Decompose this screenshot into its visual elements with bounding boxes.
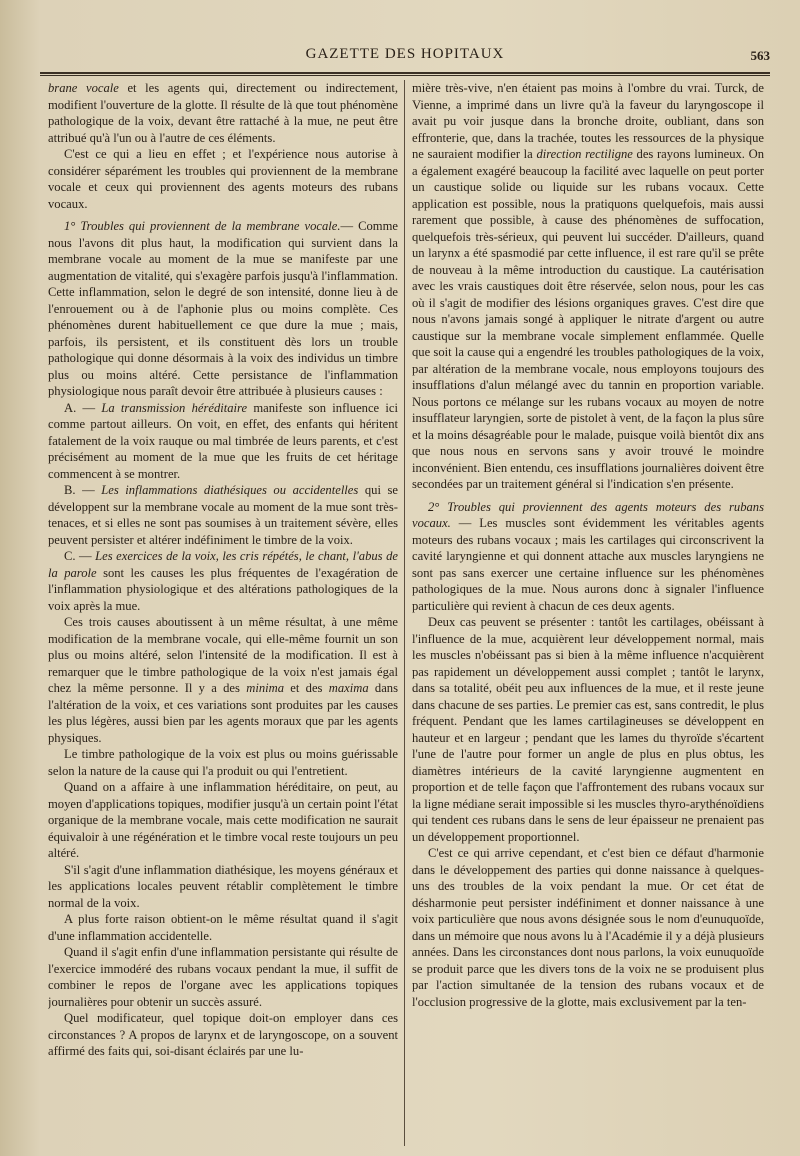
paragraph bbox=[48, 218, 398, 400]
right-column bbox=[412, 80, 764, 1146]
text-run: Quand il s'agit enfin d'une inflammation persistante qui résulte de l'exercice immodéré des rubans vocaux pendant la mue, il suffit de combiner le repos de l'organe avec les applications topiques journalières pour obtenir un succès assuré. bbox=[48, 945, 398, 1009]
paragraph bbox=[48, 548, 398, 614]
italic-run: minima bbox=[246, 681, 284, 695]
text-run: — Comme nous l'avons dit plus haut, la modification qui survient dans la membrane vocale au moment de la mue se manifeste par une augmentation de vitalité, qui s'exagère parfois jusqu'à l'inflammation. Cette inflammation, selon le degré de son intensité, donne lieu à de l'enrouement ou à de l'aphonie plus ou moins complète. Ces phénomènes durent habituellement ce que dure la mue ; mais, parfois, ils persistent, et ils constituent dès lors un trouble pathologique qui donne désormais à la voix des individus un timbre plus ou moins altéré. Cette persistance de l'inflammation physiologique nous paraît devoir être attribuée à plusieurs causes : bbox=[48, 219, 398, 398]
text-run: mière très-vive, n'en étaient pas moins à l'ombre du vrai. Turck, de Vienne, a imprimé dans un livre qu'à la faveur du laryngoscope il avait pu voir jusque dans la bronche droite, oubliant, dans son effronterie, que, dans la trachée, toutes les ressources de la physique ne sauraient modifier la bbox=[412, 81, 764, 161]
text-run: des rayons lumineux. On a également exagéré beaucoup la facilité avec laquelle on peut porter un caustique solide ou liquide sur les rubans vocaux. Cette application est possible, nous la pratiquons quelquefois, mais aussi rarement que possible, à cause des phénomènes de suffocation, quelquefois très-sérieux, qui peuvent lui succéder. D'ailleurs, quand un larynx a été spasmodié par cette influence, il est rare qu'il se prête de nouveau à la même introduction du caustique. La cautérisation avec les vrais caustiques doit être réservée, selon nous, pour les cas où il s'agit de modifier des lésions organiques graves. C'est dire que nous n'avons jamais songé à appliquer le nitrate d'argent ou autre caustique sur la membrane vocale simplement enflammée. Quelle que soit la cause qui a engendré les troubles pathologiques de la voix, par altération de la membrane vocale, nous employons toujours des insufflations d'alun mélangé avec du tannin en proportion variable. Nous portons ce mélange sur les rubans vocaux au moyen de notre insufflateur laryngien, sorte de pistolet à vent, de la façon la plus sûre et la moins désagréable pour le malade, puisque voilà bientôt dix ans que nous nous en servons sans y avoir trouvé le moindre inconvénient. Bien entendu, ces insufflations journalières doivent être secondées par un traitement général si l'indication s'en présente. bbox=[412, 147, 764, 491]
italic-run: direction rectiligne bbox=[536, 147, 633, 161]
text-run: A plus forte raison obtient-on le même résultat quand il s'agit d'une inflammation accidentelle. bbox=[48, 912, 398, 943]
text-run: Quand on a affaire à une inflammation héréditaire, on peut, au moyen d'applications topiques, modifier jusqu'à un certain point l'état organique de la membrane vocale, mais cette modification ne saurait équivaloir à une régénération et le timbre vocal reste toujours un peu altéré. bbox=[48, 780, 398, 860]
text-run: — Les muscles sont évidemment les véritables agents moteurs des rubans vocaux ; mais les cartilages qui circonscrivent la cavité laryngienne et qui donnent attache aux muscles laryngiens ne sont pas sans exercer une certaine influence sur les phénomènes pathologiques de la mue. Nous aurons donc à signaler l'influence particulière qui revient à chacun de ces deux agents. bbox=[412, 516, 764, 613]
left-column bbox=[48, 80, 398, 1146]
italic-run: maxima bbox=[328, 681, 369, 695]
page-number: 563 bbox=[750, 48, 770, 63]
paragraph bbox=[48, 146, 398, 212]
italic-run: Les exercices de la voix, les cris répétés, le chant, l'abus de la parole bbox=[48, 549, 398, 580]
italic-run: 1° Troubles qui proviennent de la membrane vocale. bbox=[64, 219, 341, 233]
italic-run: La transmission héréditaire bbox=[101, 400, 248, 415]
text-run: manifeste son influence ici comme partout ailleurs. On voit, en effet, des enfants qui héritent fatalement de la voix rauque ou mal timbrée de leurs parents, et c'est précisément au moment de la mue que les fruits de cet héritage commencent à se montrer. bbox=[48, 400, 398, 481]
page-header bbox=[40, 44, 770, 68]
text-run: C'est ce qui arrive cependant, et c'est bien ce défaut d'harmonie dans le développement des parties qui donne naissance à quelques-uns des troubles de la voix pendant la mue. Or cet état de désharmonie peut persister indéfiniment et donner naissance à une voix particulière que nous avons désignée sous le nom d'eunuquoïde, dans un mémoire que nous avons lu à l'Académie il y a déjà plusieurs années. Dans les circonstances dont nous parlons, la voix eunuquoïde se produit parce que les divers tons de la voix ne se produisent plus par l'action simultanée de la tension des rubans vocaux et de l'occlusion progressive de la glotte, mais exclusivement par la ten- bbox=[412, 846, 764, 1009]
text-run: Le timbre pathologique de la voix est plus ou moins guérissable selon la nature de la cause qui l'a produit ou qui l'entretient. bbox=[48, 747, 398, 778]
italic-run: brane vocale bbox=[48, 81, 119, 95]
text-run: et les agents qui, directement ou indirectement, modifient l'ouverture de la glotte. Il résulte de là que tout phénomène pathologique de la voix, devant être rattaché à la mue, ne peut être attribué qu'à l'un ou à l'autre de ces éléments. bbox=[48, 81, 398, 145]
paragraph bbox=[48, 614, 398, 746]
italic-run: 2° Troubles qui proviennent des agents moteurs des rubans vocaux. bbox=[412, 499, 764, 530]
italic-run: Les inflammations diathésiques ou accidentelles bbox=[101, 483, 359, 497]
running-head: GAZETTE DES HOPITAUX bbox=[305, 46, 505, 62]
paragraph bbox=[48, 944, 398, 1010]
paragraph bbox=[48, 80, 398, 146]
paragraph bbox=[48, 862, 398, 912]
paragraph bbox=[48, 1010, 398, 1060]
header-rule bbox=[40, 72, 770, 76]
text-run: dans l'altération de la voix, et ces variations sont produites par les causes les plus légères, aussi bien par les agents moraux que par les agents physiques. bbox=[48, 681, 398, 745]
paragraph bbox=[48, 746, 398, 779]
text-run: A. — bbox=[64, 400, 102, 415]
text-run: B. — bbox=[64, 483, 102, 497]
paragraph bbox=[412, 499, 764, 615]
text-run: qui se développent sur la membrane vocale au moment de la mue sont très-tenaces, et si elles ne sont pas soumises à un traitement sévère, elles peuvent persister et altérer indéfiniment le timbre de la voix. bbox=[48, 483, 398, 547]
text-run: Ces trois causes aboutissent à un même résultat, à une même modification de la membrane vocale, qui elle-même fournit un son plus ou moins altéré, selon l'intensité de la modification. Il est à remarquer que le timbre pathologique de la voix n'est jamais égal chez la même personne. Il y a des bbox=[48, 615, 398, 695]
paragraph bbox=[48, 400, 398, 483]
column-divider bbox=[404, 80, 405, 1146]
text-run: sont les causes les plus fréquentes de l'exagération de l'inflammation physiologique et des altérations pathologiques de la voix après la mue. bbox=[48, 565, 398, 613]
text-run: S'il s'agit d'une inflammation diathésique, les moyens généraux et les applications locales peuvent rétablir complètement le timbre normal de la voix. bbox=[48, 862, 398, 910]
paragraph bbox=[412, 80, 764, 493]
text-run: C. — bbox=[64, 549, 96, 563]
text-run: C'est ce qui a lieu en effet ; et l'expérience nous autorise à considérer séparément les troubles qui proviennent de la membrane vocale et ceux qui proviennent des agents moteurs des rubans vocaux. bbox=[48, 147, 398, 211]
text-run: Quel modificateur, quel topique doit-on employer dans ces circonstances ? A propos de larynx et de laryngoscope, on a souvent affirmé des faits qui, soi-disant éclairés par une lu- bbox=[48, 1011, 398, 1058]
text-run: Deux cas peuvent se présenter : tantôt les cartilages, obéissant à l'influence de la mue, acquièrent leur développement normal, mais les muscles n'obéissant pas si bien à la même influence n'acquièrent pas rapidement un développement aussi complet ; tantôt le larynx, dans sa totalité, obéit peu aux influences de la mue, et il reste jeune dans chacune de ses parties. Le premier cas est, sans contredit, le plus fréquent. Pendant que les lames cartilagineuses se développent en hauteur et en largeur ; pendant que les lames du thyroïde s'écartent l'une de l'autre pour former un angle de plus en plus obtus, les diamètres intérieurs de la cavité laryngienne augmentent en proportion et de telle façon que l'affrontement des rubans vocaux sur la ligne médiane serait impossible si les muscles thyro-arythénoïdiens qui tendent ces rubans dans le sens de leur épaisseur ne prenaient pas un développement proportionnel. bbox=[412, 615, 764, 844]
paragraph bbox=[48, 482, 398, 548]
text-run: et des bbox=[284, 681, 329, 695]
paragraph bbox=[48, 779, 398, 862]
paragraph bbox=[412, 614, 764, 845]
paragraph bbox=[412, 845, 764, 1010]
paragraph bbox=[48, 911, 398, 944]
